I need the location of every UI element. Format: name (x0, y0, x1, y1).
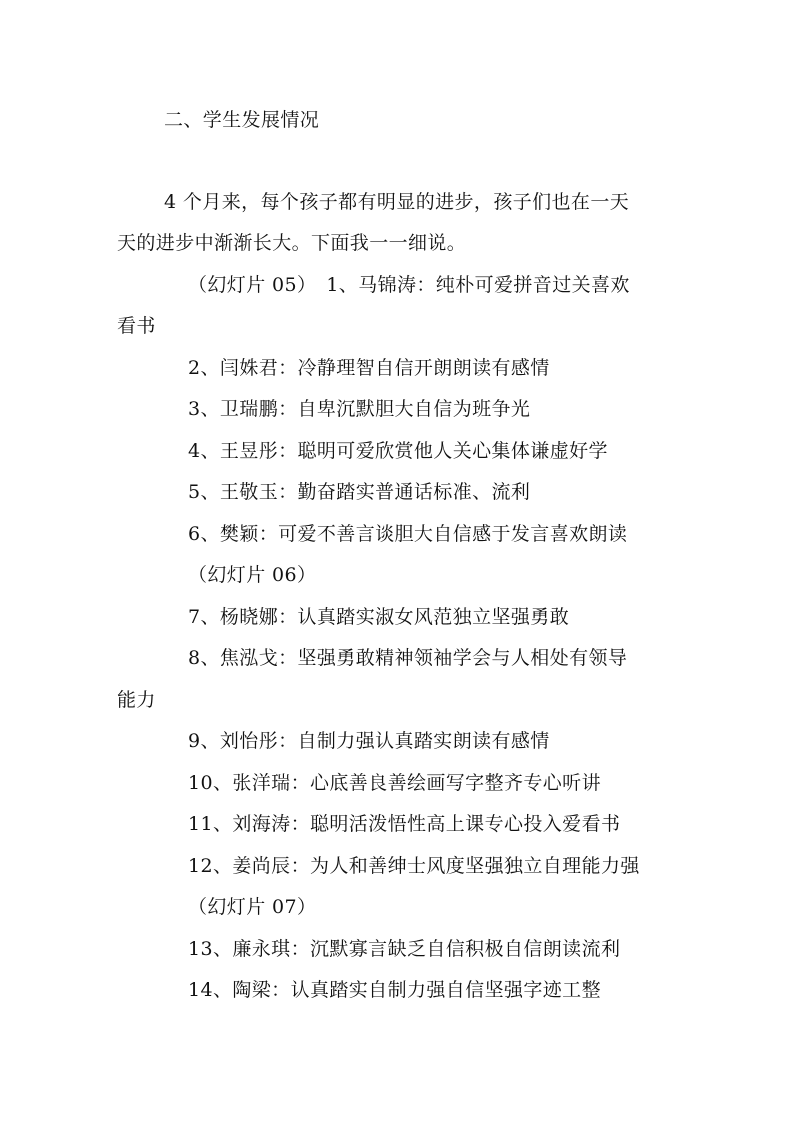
intro-line-1: 4 个月来，每个孩子都有明显的进步，孩子们也在一天 (164, 191, 630, 213)
student-item-9: 9、刘怡彤：自制力强认真踏实朗读有感情 (188, 730, 550, 752)
intro-line-2: 天的进步中渐渐长大。下面我一一细说。 (117, 232, 467, 254)
student-item-8: 8、焦泓戈：坚强勇敢精神领袖学会与人相处有领导 (188, 647, 628, 669)
student-item-4: 4、王昱彤：聪明可爱欣赏他人关心集体谦虚好学 (188, 440, 608, 462)
student-item-14: 14、陶梁：认真踏实自制力强自信坚强字迹工整 (188, 979, 601, 1001)
student-item-5: 5、王敬玉：勤奋踏实普通话标准、流利 (188, 481, 531, 503)
slide-06-label: （幻灯片 06） (188, 564, 317, 586)
student-item-7: 7、杨晓娜：认真踏实淑女风范独立坚强勇敢 (188, 606, 570, 628)
student-item-2: 2、闫姝君：冷静理智自信开朗朗读有感情 (188, 357, 550, 379)
slide-05-continuation: 看书 (117, 315, 156, 337)
student-item-3: 3、卫瑞鹏：自卑沉默胆大自信为班争光 (188, 398, 531, 420)
section-heading: 二、学生发展情况 (164, 109, 320, 131)
student-item-6: 6、樊颖：可爱不善言谈胆大自信感于发言喜欢朗读 (188, 523, 628, 545)
student-item-12: 12、姜尚辰：为人和善绅士风度坚强独立自理能力强 (188, 855, 640, 877)
slide-05-line: （幻灯片 05） 1、马锦涛：纯朴可爱拼音过关喜欢 (188, 274, 630, 296)
student-item-13: 13、廉永琪：沉默寡言缺乏自信积极自信朗读流利 (188, 938, 621, 960)
slide-07-label: （幻灯片 07） (188, 896, 317, 918)
student-item-11: 11、刘海涛：聪明活泼悟性高上课专心投入爱看书 (188, 813, 621, 835)
student-item-10: 10、张洋瑞：心底善良善绘画写字整齐专心听讲 (188, 772, 601, 794)
student-item-8-continuation: 能力 (117, 689, 156, 711)
